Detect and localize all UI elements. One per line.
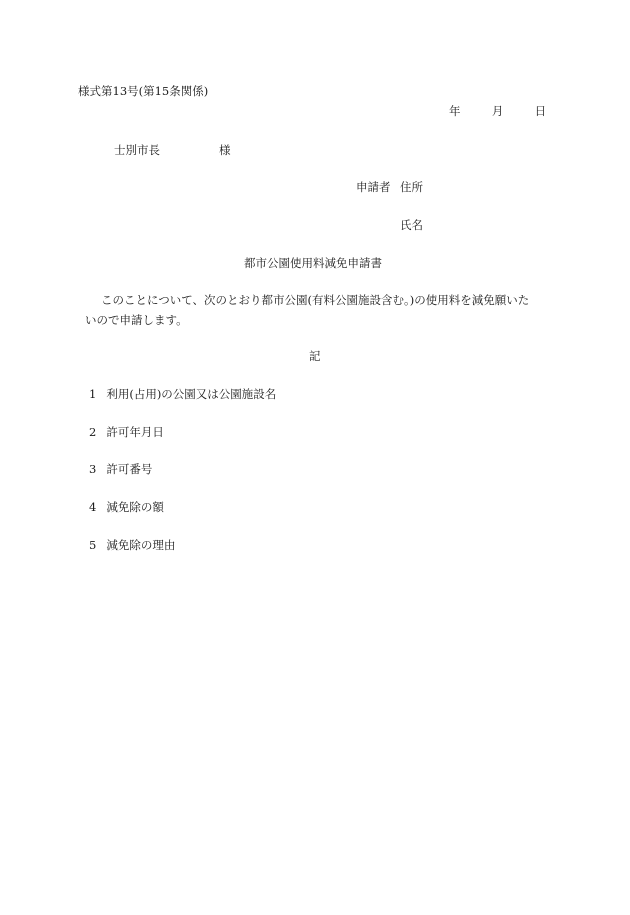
list-item: [89, 425, 164, 440]
item-number: 4: [89, 500, 97, 514]
addressee-honorific: 様: [219, 143, 231, 157]
item-number: 1: [89, 387, 97, 401]
item-number: 2: [89, 425, 97, 439]
list-item: [89, 387, 276, 402]
item-number: 5: [89, 538, 97, 552]
date-day: 日: [534, 104, 547, 118]
item-label: 減免除の理由: [106, 538, 176, 552]
item-number: 3: [89, 462, 97, 476]
body-line-1: このことについて、次のとおり都市公園(有料公園施設含む。)の使用料を減免願いた: [101, 293, 530, 307]
date-month: 月: [491, 104, 504, 118]
date-year: 年: [449, 104, 461, 118]
item-label: 減免除の額: [106, 500, 164, 514]
body-line-2: いので申請します。: [85, 313, 188, 327]
applicant-label: 申請者: [356, 180, 391, 194]
list-item: [89, 500, 164, 515]
item-label: 利用(占用)の公園又は公園施設名: [106, 387, 277, 401]
item-label: 許可番号: [106, 462, 153, 476]
addressee-mayor: 士別市長: [114, 143, 160, 157]
ki-heading: 記: [309, 349, 321, 363]
list-item: [89, 538, 175, 553]
list-item: [89, 462, 152, 477]
form-number: 様式第13号(第15条関係): [78, 84, 209, 98]
applicant-address-label: 住所: [400, 180, 423, 194]
document-title: 都市公園使用料減免申請書: [244, 256, 382, 270]
applicant-name-label: 氏名: [400, 218, 423, 232]
date-line: [449, 104, 546, 119]
body-paragraph: [85, 290, 565, 330]
item-label: 許可年月日: [106, 425, 164, 439]
